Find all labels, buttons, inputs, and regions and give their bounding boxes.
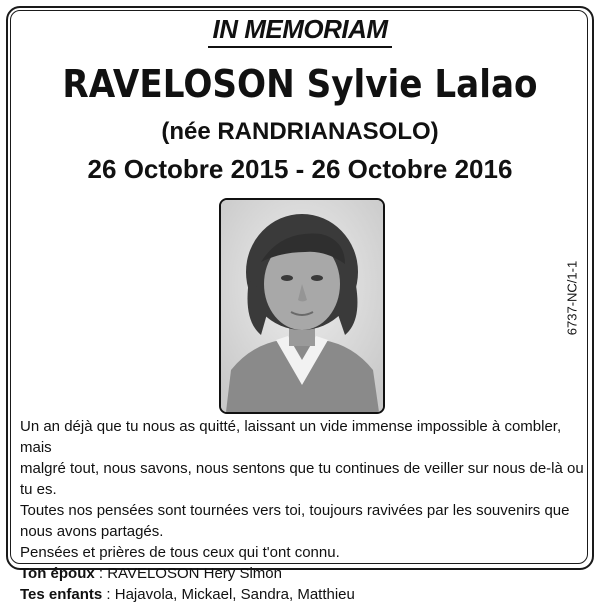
reference-text: 6737-NC/1-1 [564, 260, 580, 336]
message-line-4: nous avons partagés. [20, 523, 164, 540]
children-line [20, 584, 586, 605]
spouse-line [20, 563, 586, 584]
message-line-5: Pensées et prières de tous ceux qui t'ont connu. [20, 544, 340, 561]
children-label: Tes enfants [20, 586, 103, 603]
message-line-1: Un an déjà que tu nous as quitté, laissant un vide immense impossible à combler, mais [20, 418, 562, 456]
message-line-2: malgré tout, nous savons, nous sentons que tu continues de veiller sur nous de-là ou tu es. [20, 460, 584, 498]
maiden-name: (née RANDRIANASOLO) [161, 118, 439, 145]
deceased-name: RAVELOSON Sylvie Lalao [62, 62, 538, 106]
children-value: : Hajavola, Mickael, Sandra, Matthieu [102, 586, 355, 603]
header-title: IN MEMORIAM [212, 14, 388, 44]
portrait-illustration [221, 200, 383, 412]
reference-code [562, 238, 582, 358]
spouse-label: Ton époux [20, 565, 95, 582]
message-line-3: Toutes nos pensées sont tournées vers toi, toujours ravivées par les souvenirs que [20, 502, 570, 519]
message-body [20, 416, 586, 605]
portrait-photo [219, 198, 385, 414]
memorial-dates: 26 Octobre 2015 - 26 Octobre 2016 [87, 154, 513, 184]
header-underline [208, 46, 392, 48]
spouse-value: : RAVELOSON Hery Simon [94, 565, 282, 582]
